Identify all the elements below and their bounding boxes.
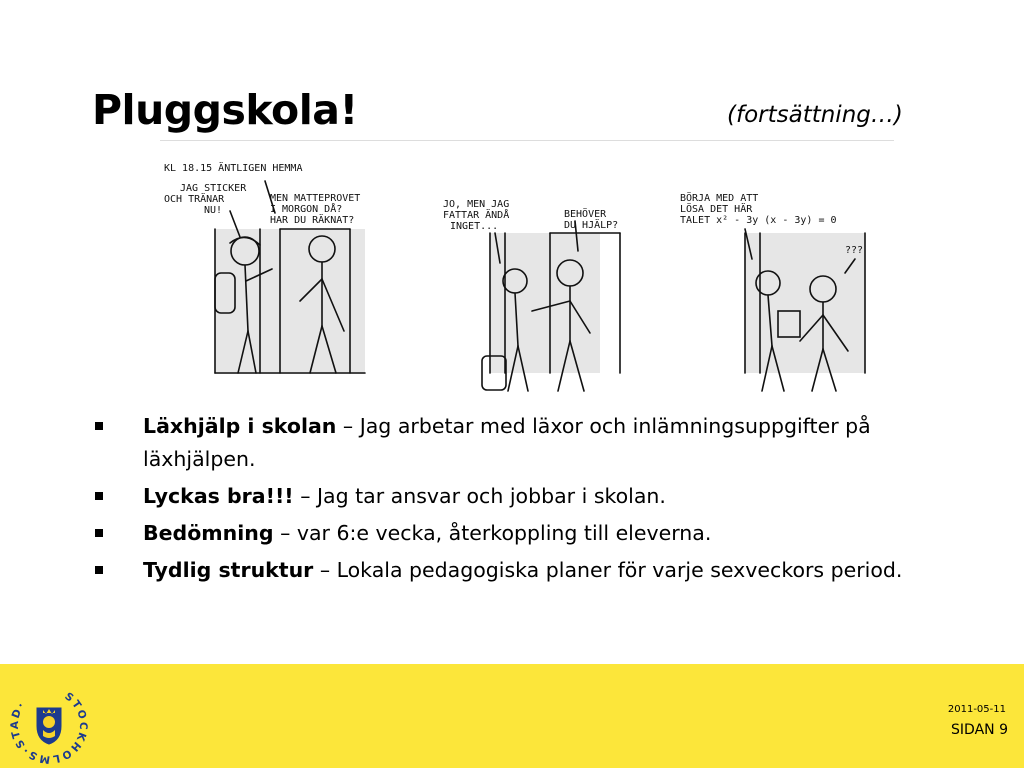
stockholm-stad-logo <box>10 686 88 764</box>
comic-speech-p3-left-1: BÖRJA MED ATT <box>680 193 759 204</box>
comic-speech-p1-right-2: I MORGON DÅ? <box>270 204 343 215</box>
bullet-item <box>92 554 962 587</box>
comic-speech-p2-left-2: FATTAR ÄNDÅ <box>443 210 510 221</box>
bullet-square-icon <box>95 566 103 574</box>
comic-speech-p1-left-2: OCH TRÄNAR <box>164 194 225 205</box>
slide-title: Pluggskola! <box>92 86 358 134</box>
bullet-item <box>92 480 962 513</box>
slide-subtitle: (fortsättning…) <box>727 102 903 128</box>
bullet-text: – Lokala pedagogiska planer för varje sexveckors period. <box>313 558 903 582</box>
bullet-bold: Läxhjälp i skolan <box>143 414 337 438</box>
comic-speech-p2-left-3: INGET... <box>450 221 499 232</box>
comic-speech-p1-right-3: HAR DU RÄKNAT? <box>270 215 355 226</box>
comic-speech-p3-right: ??? <box>845 245 864 256</box>
bullet-text: – Jag arbetar med läxor och inlämningsuppgifter på läxhjälpen. <box>143 414 871 471</box>
bullet-item <box>92 517 962 550</box>
footer-page-number: SIDAN 9 <box>951 722 1008 738</box>
crest-icon <box>10 686 88 764</box>
bullet-bold: Lyckas bra!!! <box>143 484 294 508</box>
comic-speech-p1-left-3: NU! <box>204 205 223 216</box>
comic-speech-p2-right-1: BEHÖVER <box>564 209 607 220</box>
comic-speech-p1-left-1: JAG STICKER <box>180 183 247 194</box>
comic-illustration <box>160 140 894 407</box>
comic-speech-p2-right-2: DU HJÄLP? <box>564 220 619 231</box>
bullet-bold: Bedömning <box>143 521 274 545</box>
bullet-bold: Tydlig struktur <box>143 558 314 582</box>
footer-date: 2011-05-11 <box>947 704 1006 715</box>
svg-text:STOCKHOLMS·STAD·: STOCKHOLMS·STAD· <box>10 690 88 764</box>
comic-speech-p1-right-1: MEN MATTEPROVET <box>270 193 361 204</box>
bullet-square-icon <box>95 492 103 500</box>
comic-caption: KL 18.15 ÄNTLIGEN HEMMA <box>164 163 303 174</box>
bullet-list <box>92 410 962 591</box>
bullet-square-icon <box>95 529 103 537</box>
comic-speech-p3-left-3: TALET x² - 3y (x - 3y) = 0 <box>680 215 837 226</box>
comic-speech-p2-left-1: JO, MEN JAG <box>443 199 510 210</box>
comic-speech-p3-left-2: LÖSA DET HÄR <box>680 204 753 215</box>
bullet-text: – var 6:e vecka, återkoppling till eleverna. <box>273 521 712 545</box>
comic-drawing <box>160 141 894 407</box>
bullet-text: – Jag tar ansvar och jobbar i skolan. <box>293 484 666 508</box>
bullet-item <box>92 410 962 476</box>
bullet-square-icon <box>95 422 103 430</box>
footer-bar <box>0 664 1024 768</box>
